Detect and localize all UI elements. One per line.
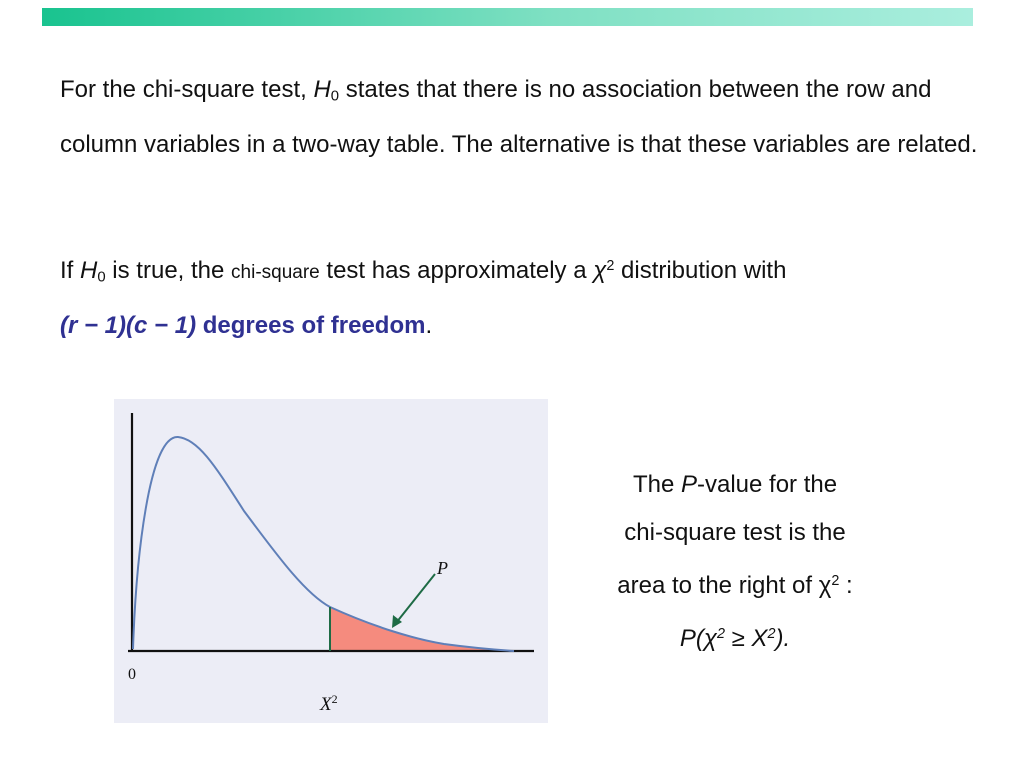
explanation-formula: $P(\chi^2 \ge X^2)$.	[679, 624, 791, 652]
p-label: P	[437, 558, 448, 578]
df-label: degrees of freedom	[202, 312, 426, 340]
x-axis-label: $X^2$	[320, 692, 338, 715]
origin-label: 0	[128, 666, 136, 683]
p-value-shaded-area	[330, 607, 514, 651]
distribution-paragraph: If $H_0$ is true, the chi-square test has approximately a $\chi^2$ distribution with (r − 1)(c − 1) degrees of freedom.	[60, 256, 787, 340]
explanation-line-1: The P-value for the	[632, 471, 838, 498]
p-value-explanation	[560, 461, 910, 663]
header-accent-bar	[42, 8, 973, 26]
explanation-line-2: chi-square test is the	[624, 519, 846, 546]
df-formula: (r − 1)(c − 1)	[60, 312, 197, 340]
chi-square-density-curve	[133, 437, 514, 651]
p-pointer-arrow-line	[396, 574, 435, 623]
hypothesis-paragraph: For the chi-square test, $H_0$ states that there is no association between the row and column variables in a two-way table. The alternative is that these variables are related.	[60, 76, 978, 159]
explanation-line-3: area to the right of $\chi^2$ :	[617, 571, 853, 599]
chi-square-figure	[114, 399, 548, 723]
